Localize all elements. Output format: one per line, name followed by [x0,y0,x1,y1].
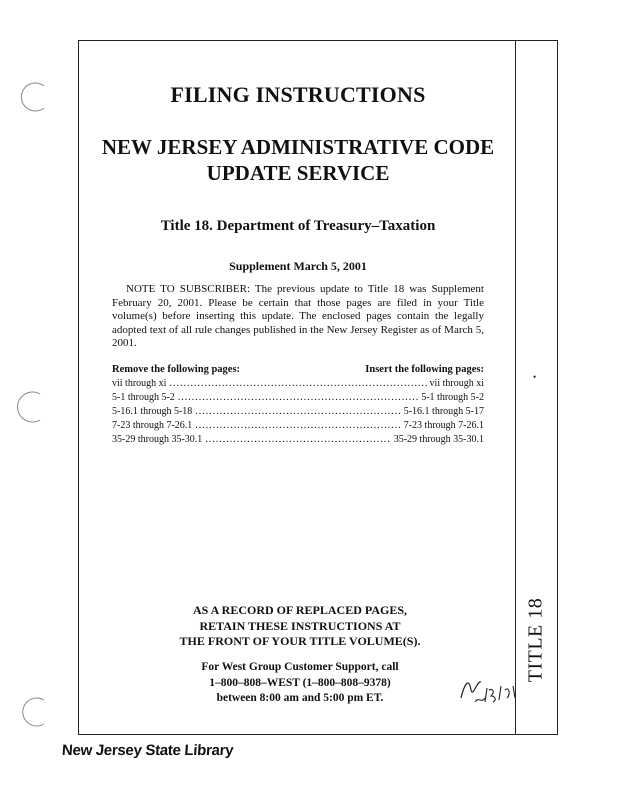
department-title: Title 18. Department of Treasury–Taxation [160,218,436,234]
record-notice-line-2: RETAIN THESE INSTRUCTIONS AT [199,618,401,633]
punch-hole-top [14,80,48,114]
punch-hole-middle [10,390,44,424]
remove-pages-header: Remove the following pages: [112,363,241,375]
support-phone: 1–800–808–WEST (1–800–808–9378) [209,676,391,689]
record-notice-line-3: THE FRONT OF YOUR TITLE VOLUME(S). [179,634,421,648]
code-title-line-1: NEW JERSEY ADMINISTRATIVE CODE [101,135,495,159]
tab-mark: • [533,372,537,382]
support-hours: between 8:00 am and 5:00 pm ET. [216,692,384,704]
customer-support-info [175,660,425,707]
remove-range: 7-23 through 7-26.1 [112,419,193,431]
record-notice [150,603,450,650]
leader-dots [178,391,418,405]
support-line-1: For West Group Customer Support, call [201,661,399,673]
remove-range: 5-1 through 5-2 [112,391,175,403]
remove-range: vii through xi [112,377,167,389]
table-row [112,391,484,405]
code-title-line-2: UPDATE SERVICE [206,161,390,185]
insert-pages-header: Insert the following pages: [365,363,484,375]
page-title: FILING INSTRUCTIONS [170,82,426,107]
table-row [112,405,484,419]
remove-range: 35-29 through 35-30.1 [112,433,203,445]
record-notice-line-1: AS A RECORD OF REPLACED PAGES, [192,603,408,617]
pages-list-header [112,364,484,375]
table-row [112,419,484,433]
insert-range: 7-23 through 7-26.1 [403,419,484,431]
leader-dots [195,405,400,419]
leader-dots [195,419,400,433]
leader-dots [205,433,390,447]
subscriber-note: NOTE TO SUBSCRIBER: The previous update to Title 18 was Supplement February 20, 2001. Please be certain that those pages are filed in your Title volume(s) before inserting this update. The enclosed pages contain the legally adopted text of all rule changes published in the New Jersey Register as of March 5, 2001. [112,283,484,349]
remove-range: 5-16.1 through 5-18 [112,405,193,417]
table-row [112,433,484,447]
tab-divider [515,40,516,735]
leader-dots [169,377,426,391]
insert-range: 5-16.1 through 5-17 [403,405,484,417]
insert-range: 5-1 through 5-2 [421,391,484,403]
tab-label: TITLE 18 [524,597,547,683]
table-row [112,377,484,391]
code-title [87,134,509,186]
filing-content [101,70,495,447]
insert-range: 35-29 through 35-30.1 [393,433,484,445]
punch-hole-bottom [14,695,48,729]
insert-range: vii through xi [429,377,484,389]
handwritten-initials [455,668,525,708]
library-stamp: New Jersey State Library [61,742,234,759]
supplement-date: Supplement March 5, 2001 [229,259,367,273]
